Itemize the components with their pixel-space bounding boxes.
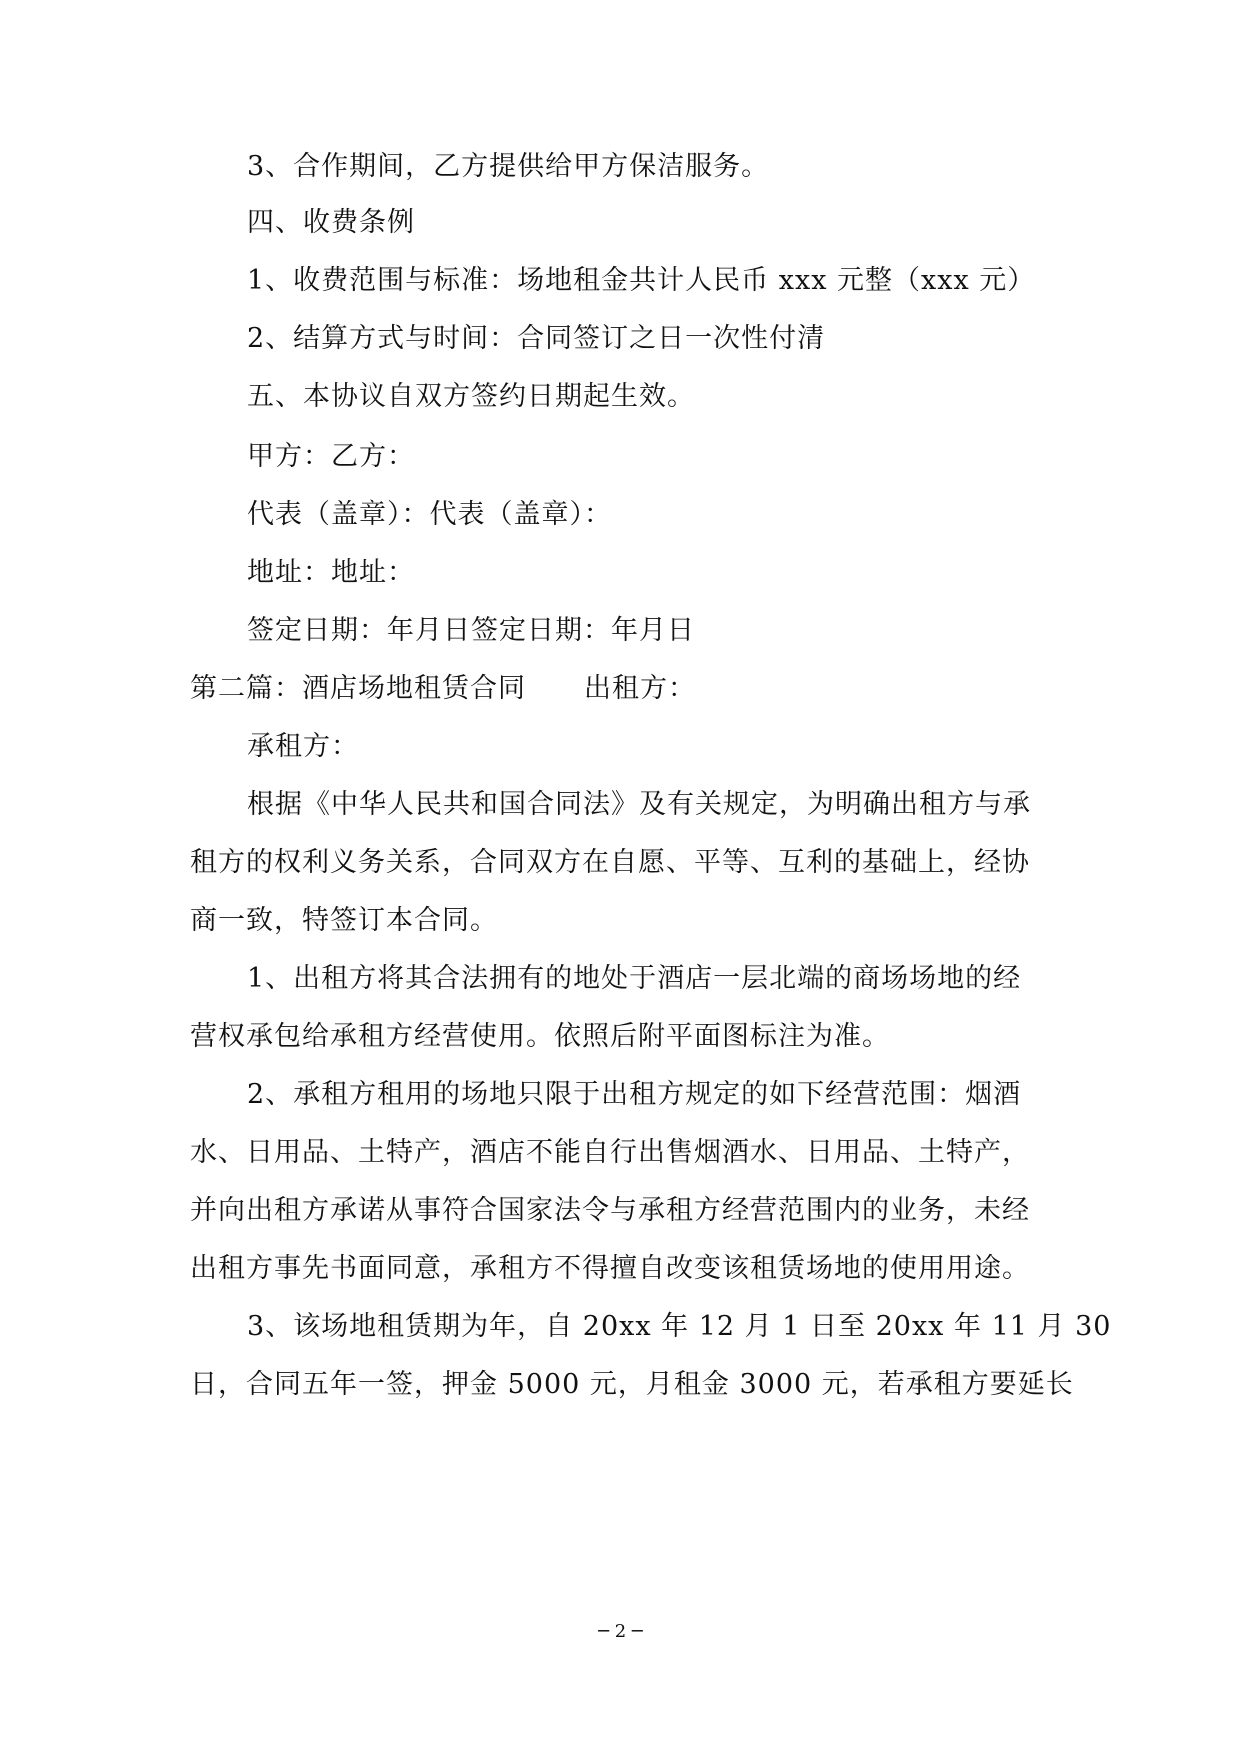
address-labels: 地址：地址： <box>247 557 415 588</box>
paragraph-line: 水、日用品、土特产，酒店不能自行出售烟酒水、日用品、土特产， <box>190 1137 1030 1168</box>
paragraph-line: 根据《中华人民共和国合同法》及有关规定，为明确出租方与承 <box>247 789 1031 820</box>
paragraph-line: 并向出租方承诺从事符合国家法令与承租方经营范围内的业务，未经 <box>190 1195 1030 1226</box>
paragraph-line: 1、出租方将其合法拥有的地处于酒店一层北端的商场场地的经 <box>247 963 1022 994</box>
paragraph-line: 出租方事先书面同意，承租方不得擅自改变该租赁场地的使用用途。 <box>190 1253 1030 1284</box>
paragraph-line: 商一致，特签订本合同。 <box>190 905 498 936</box>
paragraph-line: 营权承包给承租方经营使用。依照后附平面图标注为准。 <box>190 1021 890 1052</box>
clause-cleaning-service: 3、合作期间，乙方提供给甲方保洁服务。 <box>247 151 770 182</box>
paragraph-line: 2、承租方租用的场地只限于出租方规定的如下经营范围：烟酒 <box>247 1079 1022 1110</box>
clause-fee-standard: 1、收费范围与标准：场地租金共计人民币 xxx 元整（xxx 元） <box>247 265 1036 296</box>
paragraph-line: 日，合同五年一签，押金 5000 元，月租金 3000 元，若承租方要延长 <box>190 1369 1074 1400</box>
signing-date-labels: 签定日期：年月日签定日期：年月日 <box>247 615 695 646</box>
party-labels: 甲方：乙方： <box>247 441 415 472</box>
page-number: ─ 2 ─ <box>598 1621 643 1642</box>
section-title: 第二篇：酒店场地租赁合同 <box>190 673 526 704</box>
lessee-label: 承租方： <box>247 731 359 762</box>
clause-settlement-method: 2、结算方式与时间：合同签订之日一次性付清 <box>247 323 826 354</box>
section-title-line <box>190 669 696 709</box>
section-fee-regulations: 四、收费条例 <box>247 207 415 238</box>
paragraph-line: 3、该场地租赁期为年，自 20xx 年 12 月 1 日至 20xx 年 11 月 30 <box>247 1311 1112 1342</box>
clause-effective-date: 五、本协议自双方签约日期起生效。 <box>247 381 695 412</box>
lessor-label: 出租方： <box>584 673 696 704</box>
representative-seal-labels: 代表（盖章）：代表（盖章）： <box>247 499 612 530</box>
paragraph-line: 租方的权利义务关系，合同双方在自愿、平等、互利的基础上，经协 <box>190 847 1030 878</box>
